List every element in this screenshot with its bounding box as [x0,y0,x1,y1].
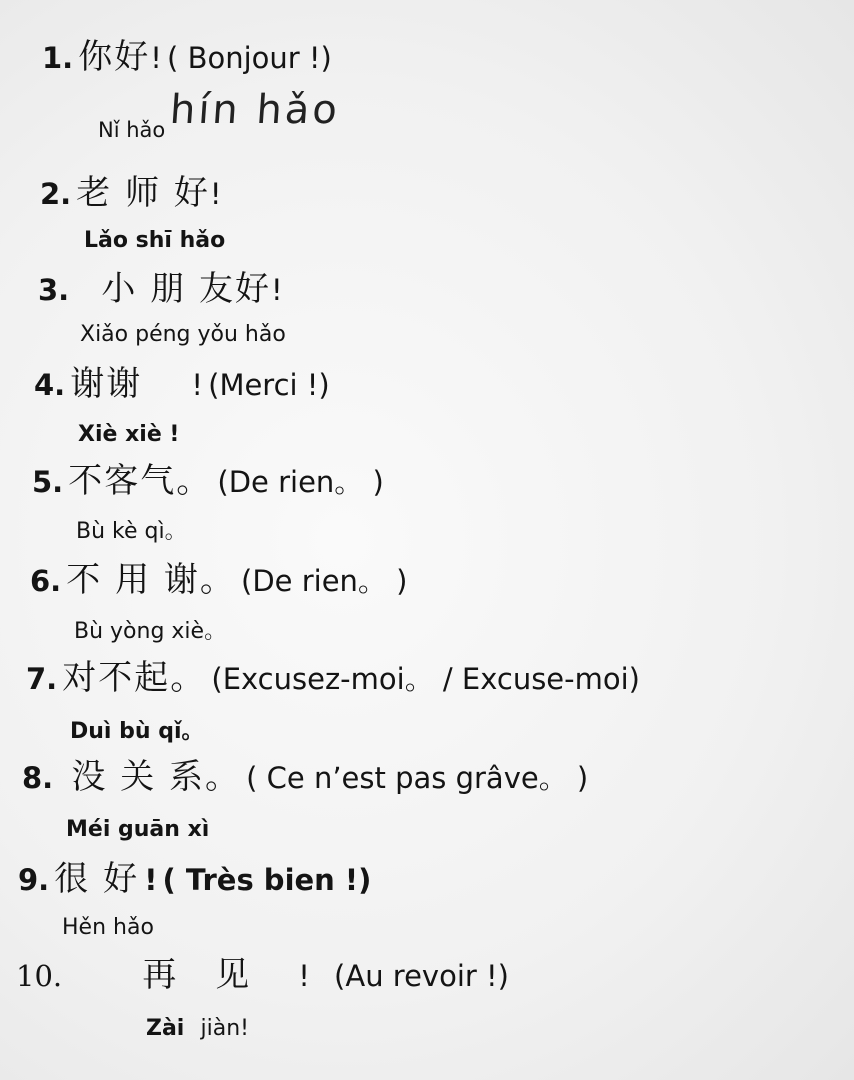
phrase-2 [40,173,222,213]
pinyin-7 [70,721,203,743]
pinyin-2 [84,230,225,252]
pinyin-9 [62,917,154,939]
phrase-10 [16,955,509,995]
phrase-pinyin-b: jiàn! [200,1016,249,1041]
phrase-translation: ( Ce n’est pas grâve。 ) [246,761,589,795]
phrase-hanzi: 不 用 谢。 [66,560,236,600]
phrase-hanzi: 对不起。 [62,658,207,698]
phrase-pinyin: Méi guān xì [66,817,210,842]
phrase-3 [38,269,283,309]
phrase-pinyin: Hěn hǎo [62,915,154,940]
phrase-translation: (Au revoir !) [334,959,509,993]
phrase-pinyin: Duì bù qǐ。 [70,719,204,744]
phrase-pinyin-a: Zài [146,1016,185,1041]
phrase-hanzi: 没 关 系。 [71,757,242,797]
phrase-number: 8. [22,761,54,795]
phrase-punct: ! [144,863,158,897]
phrase-4 [34,364,330,404]
phrase-hanzi: 老 师 好 [76,173,210,213]
phrase-pinyin: Lǎo shī hǎo [84,228,226,253]
phrase-number: 7. [26,662,58,696]
phrase-hanzi: 谢谢 [70,364,143,404]
phrase-punct: ! [191,368,204,402]
phrase-translation: (De rien。 ) [217,465,384,499]
phrase-pinyin: Xiè xiè ! [78,422,180,447]
phrase-translation: (De rien。 ) [241,564,408,598]
phrase-5 [32,461,384,501]
pinyin-6 [74,621,226,643]
phrase-9 [18,859,372,899]
phrase-number: 9. [18,863,50,897]
phrase-translation: ( Très bien !) [162,863,372,897]
pinyin-3 [80,324,286,346]
phrase-punct: ! [298,959,310,993]
pinyin-1 [98,87,342,142]
pinyin-5 [76,521,187,543]
phrase-translation: (Merci !) [208,368,330,402]
phrase-number: 4. [34,368,66,402]
phrase-hanzi: 不客气。 [68,461,213,501]
phrase-punct: ! [271,273,283,307]
phrase-translation: ( Bonjour !) [167,41,332,75]
pinyin-4 [78,424,179,446]
phrase-6 [30,560,408,600]
phrase-hanzi: 小 朋 友好 [101,269,272,309]
phrase-number: 5. [32,465,64,499]
phrase-number: 6. [30,564,62,598]
phrase-punct: ! [150,41,162,75]
phrase-1 [42,37,332,77]
phrase-pinyin: Bù kè qì。 [76,519,187,544]
phrase-number: 1. [42,41,74,75]
phrase-number: 2. [40,177,72,211]
phrase-translation: (Excusez-moi。 / Excuse-moi) [211,662,640,696]
pinyin-10 [146,1018,249,1040]
phrase-pinyin: Xiǎo péng yǒu hǎo [80,322,286,347]
phrase-hanzi: 再 见 [142,955,264,995]
phrase-hanzi: 很 好 [54,859,140,899]
phrase-punct: ! [209,177,222,211]
phrase-number: 3. [38,273,70,307]
phrase-8 [22,757,589,797]
phrase-hanzi: 你好 [78,37,151,77]
phrase-pinyin: Bù yòng xiè。 [74,619,227,644]
phrase-pinyin: Nǐ hǎo [98,118,166,142]
phrase-number: 10. [16,959,63,993]
pinyin-8 [66,819,209,841]
handwritten-pinyin: hín hǎo [168,87,342,133]
phrase-7 [26,658,640,698]
